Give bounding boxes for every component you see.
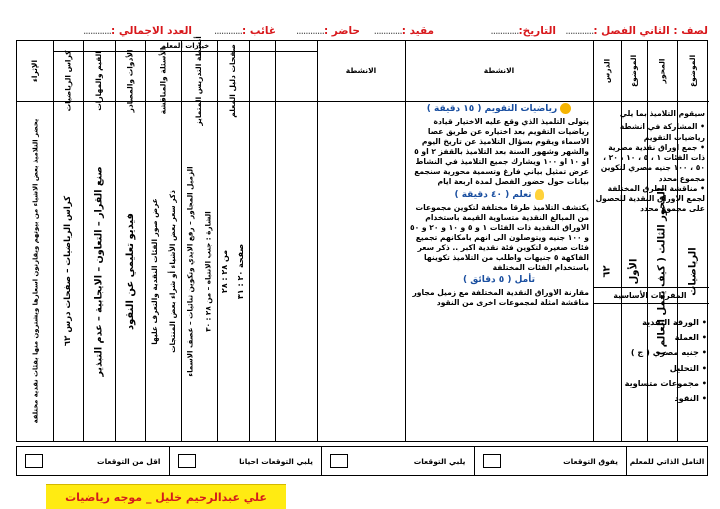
term-text: الأول bbox=[628, 258, 640, 284]
grade-field: لصف : الثاني bbox=[639, 25, 708, 37]
learn-text: يكتشف التلاميذ طرقا مختلفة لتكوين مجموعات من المبالغ النقدية متساوية القيمة باستخدام الاوراق النقدية ذات الفئات ١ و ٥ و ١٠ و ٢٠ و ٥٠ و ١٠٠ جنيه ويتوصلون الى انهم بامكانهم تجميع فئات صغيرة لتكوين فئة نقدية اكبر .. ذكر سعر الفاكهة ٥ جنيهات واطلب من التلاميذ تكوينها باستخدام الفئات المختلفة bbox=[410, 202, 589, 272]
option-sometimes[interactable]: يلبي التوقعات احيانا bbox=[170, 447, 323, 475]
self-reflection-label: التامل الذاتي للمعلم bbox=[629, 456, 705, 466]
checkbox[interactable] bbox=[330, 454, 348, 468]
date-field: التاريخ: ............ bbox=[490, 25, 556, 37]
lesson-no-header: الدرس bbox=[602, 58, 612, 84]
teacher-choices-header: خيارات المعلم bbox=[160, 42, 210, 50]
activities-header: الانشطة bbox=[345, 66, 377, 76]
notebook-text: كراس الرياضيات – صفحات درس ٦٢ bbox=[63, 195, 73, 347]
present-field: حاضر : ............ bbox=[295, 25, 360, 37]
option-exceeds[interactable]: يفوق التوقعات bbox=[475, 447, 628, 475]
questions-text: عرض صور الفئات النقدية والتعرف عليها bbox=[149, 197, 159, 345]
homework-header: أنشطة التدريس المتمايز bbox=[194, 36, 204, 126]
lesson-table bbox=[16, 36, 708, 442]
lightbulb-icon bbox=[535, 189, 544, 200]
option-meets[interactable]: يلبي التوقعات bbox=[322, 447, 475, 475]
calendar-math-heading: رياضيات التقويم ( ١٥ دقيقة ) bbox=[409, 103, 589, 116]
checkbox[interactable] bbox=[25, 454, 43, 468]
absent-field: غائب : ............ bbox=[213, 25, 276, 37]
term-header: الموضوع bbox=[629, 54, 639, 88]
notes-header: الإثراء bbox=[30, 59, 40, 83]
objectives-block bbox=[595, 109, 705, 215]
topic-text: المحور الثالث ( كيف يعمل العالم ) bbox=[656, 187, 668, 355]
option-below[interactable]: اقل من التوقعات bbox=[17, 447, 170, 475]
vocab-item: • جنيه مصري ( ج ) bbox=[607, 345, 707, 360]
book-pages-text-2: صفحة ٢٠ : ٣١ bbox=[236, 243, 246, 299]
homework-text-2: الشارة : جنب الانتباه – من ٢٨ : ٣٠ bbox=[203, 210, 213, 332]
vocab-item: • الورقة النقدية bbox=[607, 315, 707, 330]
tools-text: فيديو تعليمي عن النقود bbox=[124, 212, 136, 330]
checkbox[interactable] bbox=[178, 454, 196, 468]
objectives-intro: سيقوم التلاميذ بما يلي bbox=[619, 109, 705, 118]
lesson-plan-page bbox=[16, 14, 708, 502]
enrolled-field: مقيد : ............ bbox=[373, 25, 434, 37]
self-reflection-row bbox=[16, 446, 708, 476]
homework-text: الزميل المجاور – رفع الايدي وتكوين ثنائيات – عصف الاسماء bbox=[185, 165, 195, 377]
objectives-top-header: الموضوع bbox=[688, 54, 698, 88]
lesson-number-text: ٦٢ bbox=[601, 264, 613, 278]
axis-text: الرياضيات bbox=[687, 246, 699, 296]
axis-header: المحور bbox=[657, 58, 667, 84]
vocab-item: • النقود bbox=[607, 391, 707, 406]
vocab-item: • التحليل bbox=[607, 361, 707, 376]
tools-header: الأدوات والمصادر bbox=[125, 49, 135, 113]
class-field: الفصل : ............ bbox=[565, 25, 636, 37]
book-pages-text: من ٢٨ : ٢٨ bbox=[220, 249, 230, 293]
objective-item: • مناقشة الطرق المختلفة لجمع الاوراق النقدية للحصول على مجموع محدد bbox=[595, 184, 705, 215]
total-field: العدد الاجمالي : ............ bbox=[82, 25, 192, 37]
activities-header-main: الانشطة bbox=[483, 66, 515, 76]
reflect-text: مقارنة الاوراق النقدية المختلفة مع زميل مجاور مناقشة امثلة لمجموعات اخرى من النقود bbox=[412, 287, 589, 307]
questions-text-2: ذكر سعر بعض الأشياء أو شراء بعض المنتجات bbox=[167, 189, 177, 353]
book-pages-header: صفحات دليل المعلم bbox=[228, 44, 238, 118]
values-text: صنع القرار – التعاون – الايجابية – عدم التبذير bbox=[93, 165, 105, 377]
calendar-icon bbox=[560, 103, 571, 114]
notes-text: يحضر التلاميذ بعض الاشياء من بيوتهم ويقارنون اسعارها ويشترون منها بفئات نقدية مختلفة bbox=[31, 118, 39, 424]
values-header: القيم والمهارات bbox=[94, 51, 104, 111]
vocab-title: المفردات الأساسية bbox=[613, 291, 687, 300]
signature-banner: علي عبدالرحيم خليل _ موجه رياضيات bbox=[46, 484, 286, 509]
vocab-item: • العملة bbox=[607, 330, 707, 345]
reflect-heading: تأمل ( ٥ دقائق ) bbox=[462, 274, 535, 285]
vocab-list bbox=[607, 315, 707, 406]
learn-heading: تعلم ( ٤٠ دقيقة ) bbox=[409, 189, 589, 202]
questions-header: الأسئلة والمناقشة bbox=[158, 47, 168, 115]
vocab-item: • مجموعات متساوية bbox=[607, 376, 707, 391]
activities-block bbox=[405, 101, 593, 441]
objective-item: • جمع اوراق نقدية مصرية ذات الفئات ١ ، ٥ ، ١٠ ، ٢٠ ، ٥٠ ، ١٠٠ جنيه مصري لتكوين مجموع محدد bbox=[595, 143, 705, 184]
calendar-math-text: يتولى التلميذ الذي وقع عليه الاختيار قيادة رياضيات التقويم بعد اختياره عن طريق عصا الاسماء ويقوم بسؤال التلاميذ عن تاريخ اليوم والشهر وشهور السنة بعد التلاميذ بالقفز ٢ او ٥ او ١٠ او ١٠٠ ويشارك جميع التلاميذ في النشاط عرض تمثيل بياني فارغ وتسمية محورية سنجمع بيانات حول حضور الفصل لمدة اربعة ايام bbox=[414, 116, 589, 186]
objective-item: • المشاركة في انشطة رياضيات التقويم bbox=[595, 122, 705, 143]
checkbox[interactable] bbox=[483, 454, 501, 468]
notebook-header: كراس الرياضيات bbox=[63, 50, 73, 112]
